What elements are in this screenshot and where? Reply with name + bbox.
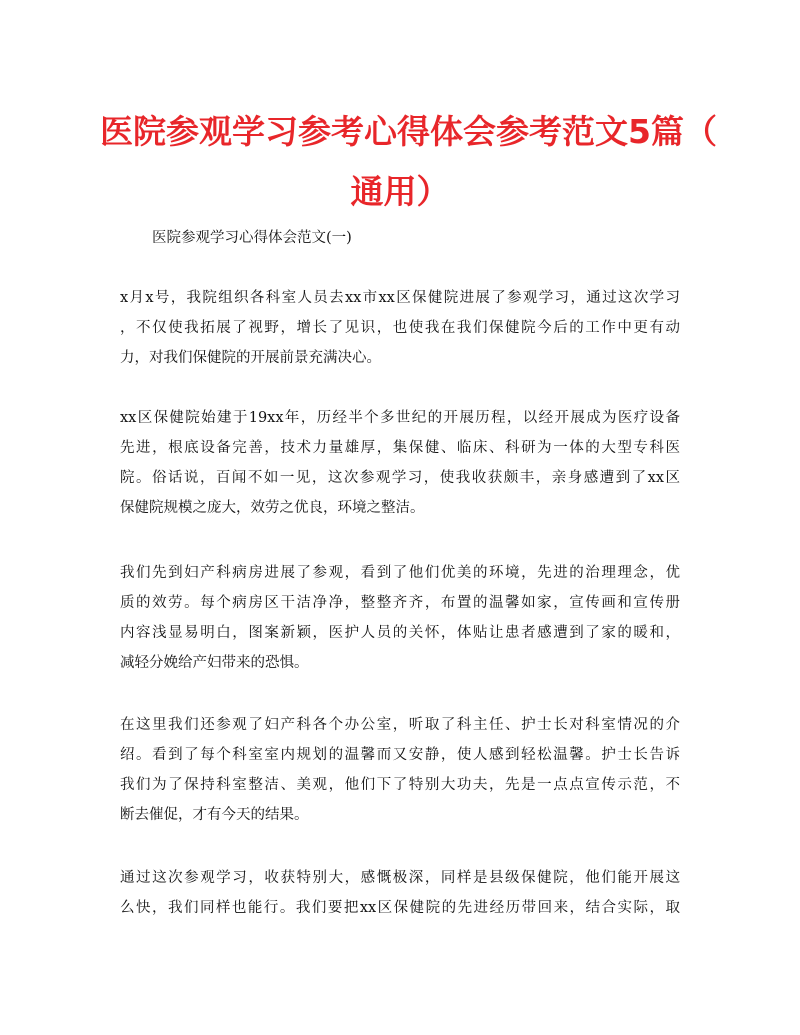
paragraph-line: 断去催促，才有今天的结果。 [120,807,309,823]
paragraph-line: 么快，我们同样也能行。我们要把xx区保健院的先进经历带回来，结合实际，取 [120,900,680,916]
paragraph-line: 绍。看到了每个科室室内规划的温馨而又安静，使人感到轻松温馨。护士长告诉 [120,747,680,763]
document-title-line-1: 医院参观学习参考心得体会参考范文5篇（ [100,112,717,151]
paragraph-line: 质的效劳。每个病房区干洁净净，整整齐齐，布置的温馨如家，宣传画和宣传册 [120,595,680,611]
paragraph-4 [120,710,680,830]
paragraph-line: 院。俗话说，百闻不如一见，这次参观学习，使我收获颇丰，亲身感遭到了xx区 [120,470,680,486]
paragraph-line: ，不仅使我拓展了视野，增长了见识，也使我在我们保健院今后的工作中更有动 [120,320,680,336]
paragraph-line: 在这里我们还参观了妇产科各个办公室，听取了科主任、护士长对科室情况的介 [120,717,680,733]
paragraph-3 [120,558,680,678]
section-heading: 医院参观学习心得体会范文(一) [152,230,352,246]
paragraph-line: 力，对我们保健院的开展前景充满决心。 [120,350,381,366]
paragraph-line: 减轻分娩给产妇带来的恐惧。 [120,655,309,671]
paragraph-line: 我们为了保持科室整洁、美观，他们下了特别大功夫，先是一点点宣传示范，不 [120,777,680,793]
paragraph-line: 通过这次参观学习，收获特别大，感慨极深，同样是县级保健院，他们能开展这 [120,870,680,886]
paragraph-5 [120,863,680,923]
paragraph-1 [120,283,680,373]
paragraph-line: 先进，根底设备完善，技术力量雄厚，集保健、临床、科研为一体的大型专科医 [120,440,680,456]
paragraph-line: 保健院规模之庞大，效劳之优良，环境之整洁。 [120,500,425,516]
paragraph-line: 我们先到妇产科病房进展了参观，看到了他们优美的环境，先进的治理理念，优 [120,565,680,581]
document-title-line-2: 通用） [350,172,450,211]
paragraph-2 [120,403,680,523]
paragraph-line: x月x号，我院组织各科室人员去xx市xx区保健院进展了参观学习，通过这次学习 [120,290,680,306]
paragraph-line: 内容浅显易明白，图案新颖，医护人员的关怀，体贴让患者感遭到了家的暖和， [120,625,680,641]
paragraph-line: xx区保健院始建于19xx年，历经半个多世纪的开展历程，以经开展成为医疗设备 [120,410,680,426]
